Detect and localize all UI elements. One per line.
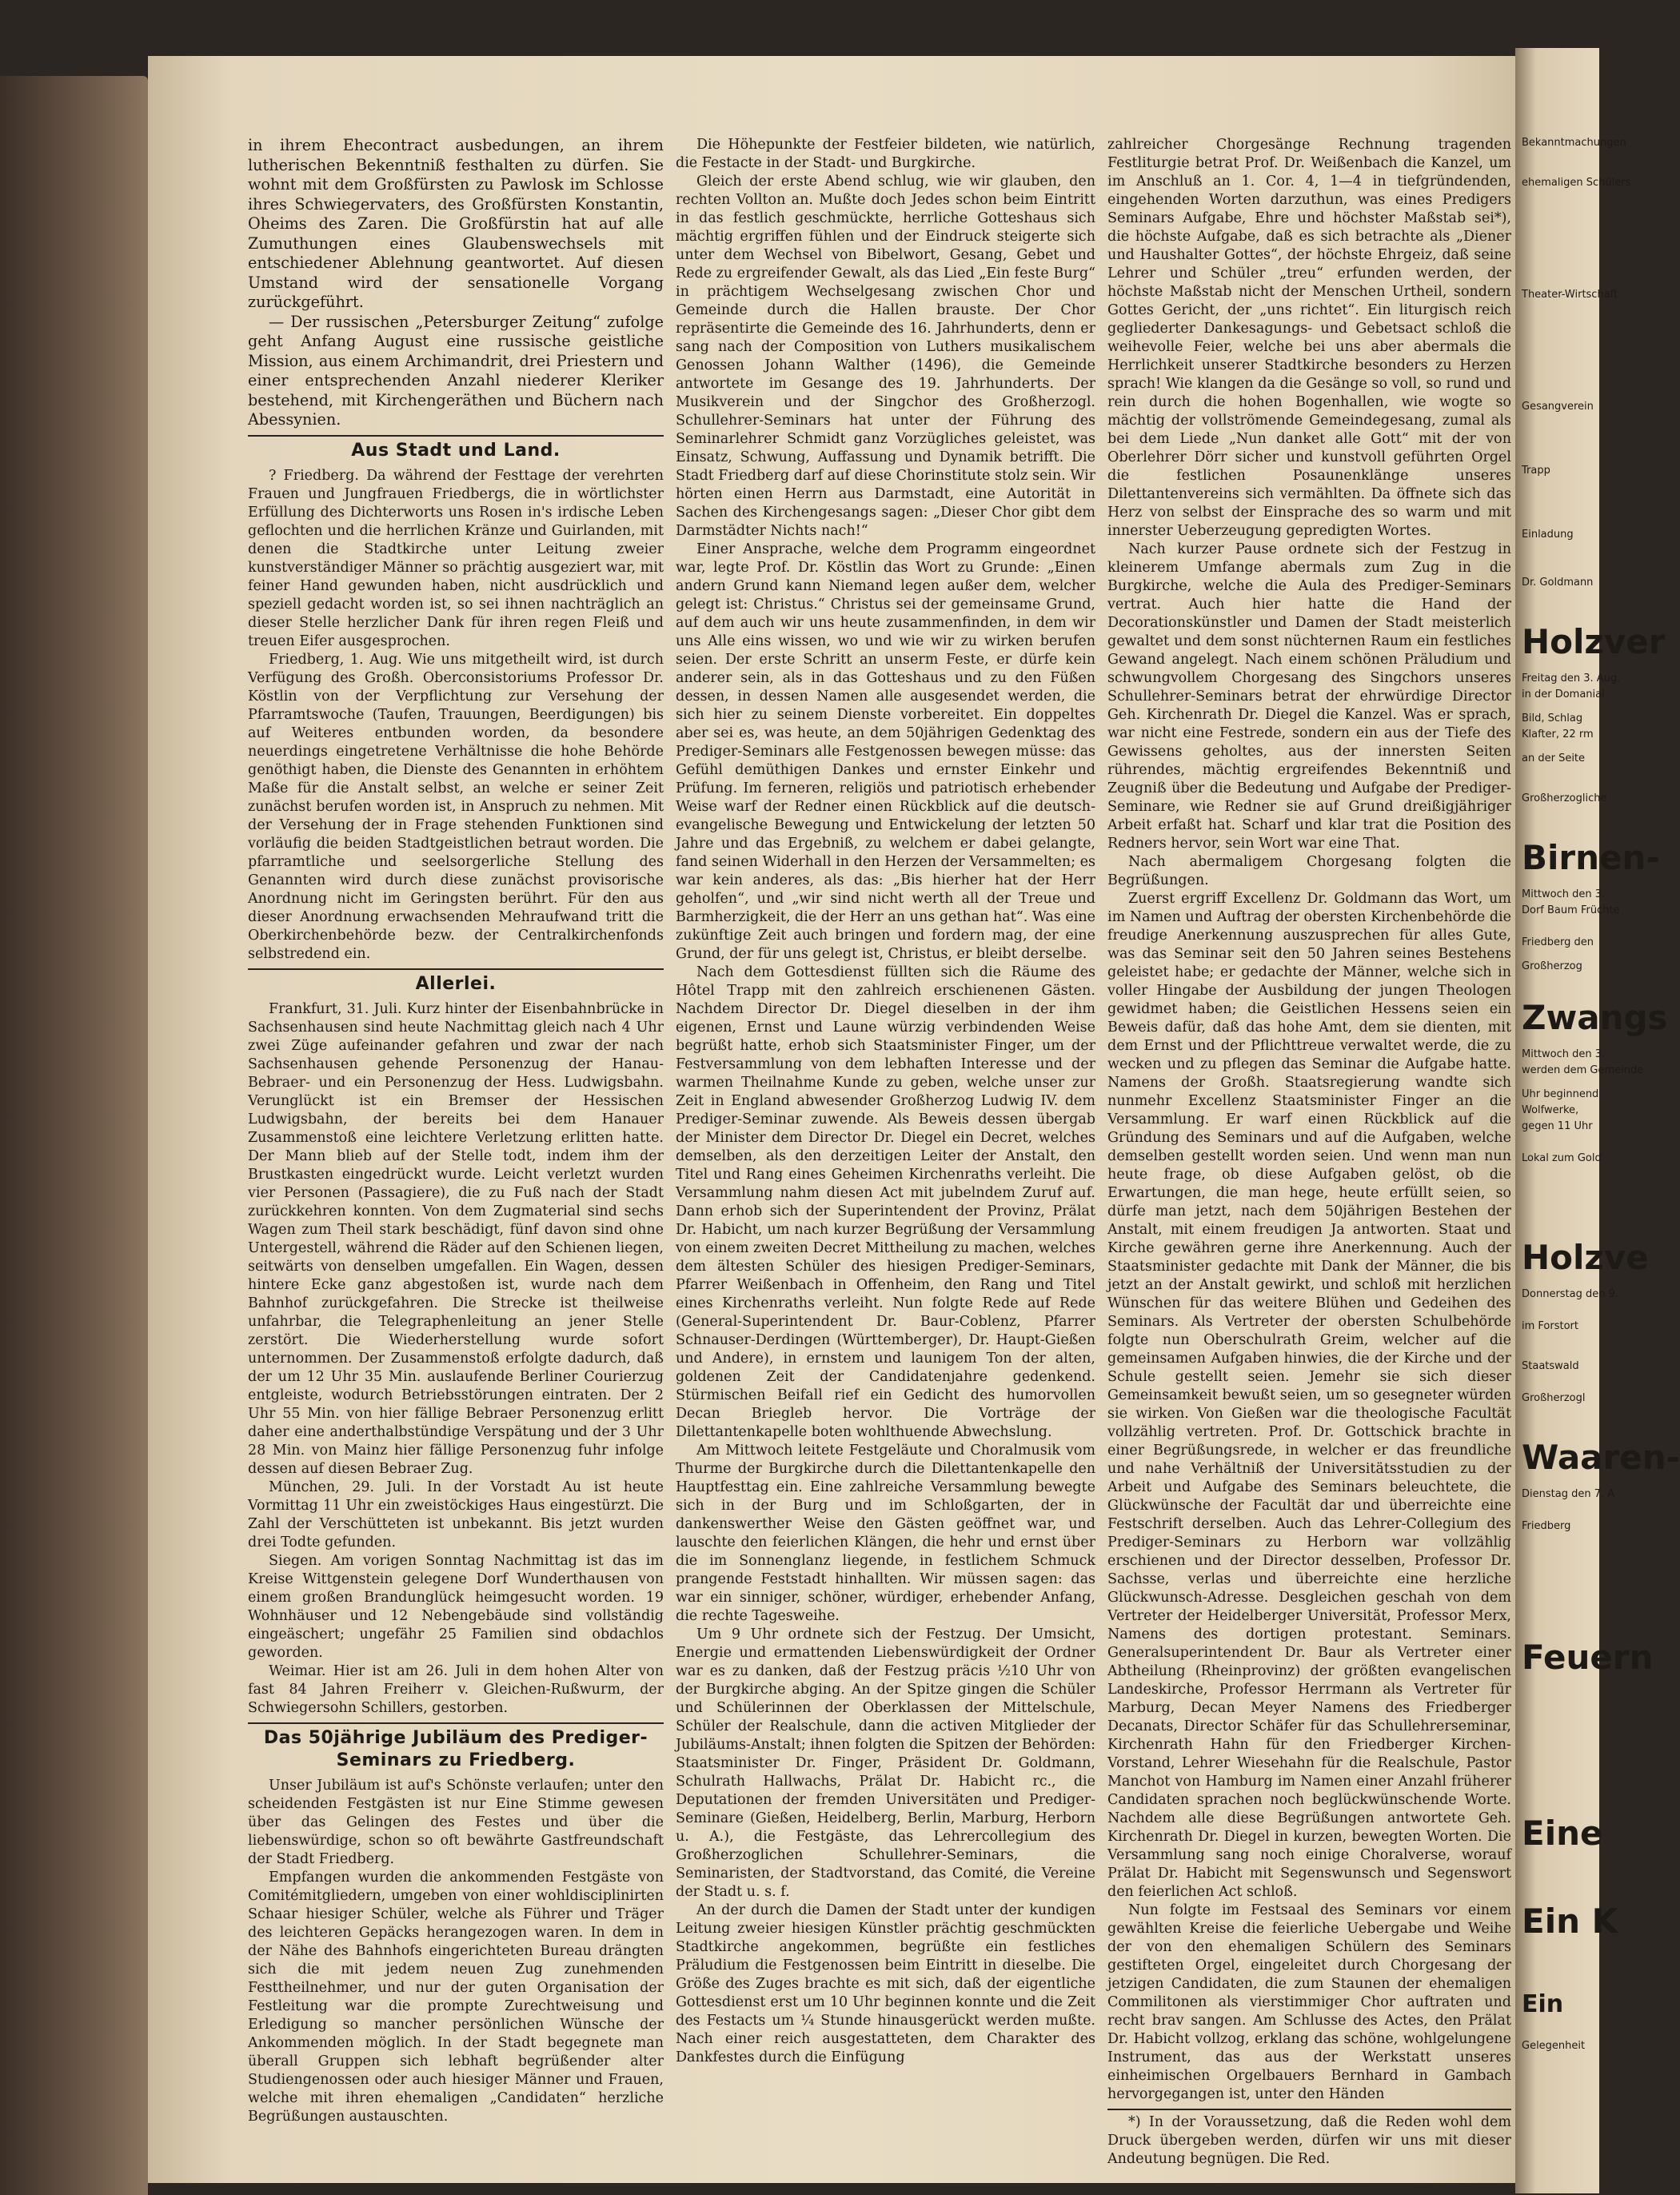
advert-text: Trapp xyxy=(1522,465,1550,477)
section-divider xyxy=(248,968,664,970)
advert-text: Staatswald xyxy=(1522,1360,1579,1372)
advert-text: Klafter, 22 rm xyxy=(1522,728,1594,740)
article-text: zahlreicher Chorgesänge Rechnung tragenden Festliturgie betrat Prof. Dr. Weißenbach die Kanzel, um im Anschluß an 1. Cor. 4, 1—4 in tiefgründenden, eingehenden Worten darzuthun, was eines Predigers Seminars Aufgabe, Ehre und höchster Maßstab sei*), die höchste Aufgabe, daß es sich betrachte als „Diener und Haushalter Gottes“, der höchste Ehrgeiz, daß seine Lehrer und Schüler „treu“ erfunden werden, der höchste Maßstab nicht der Menschen Urtheil, sondern Gottes Gericht, der „uns richtet“. Ein liturgisch reich gegliederter Dankesagungs- und Gebetsact schloß die weihevolle Feier, welche bei uns aber abermals die Herrlichkeit unserer Stadtkirche besonders zu Herzen sprach! Wie klangen da die Gesänge so voll, so rund und rein durch die hohen Bogenhallen, wie wogte so mächtig der vollströmende Gemeindegesang, zumal als bei dem Liede „Nun danket alle Gott“ mit der von Oberlehrer Dörr sicher und kunstvoll geführten Orgel die festlichen Posaunenklänge unseres Dilettantenvereins sich vermählten. Da öffnete sich das Herz von selbst der Einsprache des so warm und mit innerster Ueberzeugung gepredigten Wortes. xyxy=(1107,137,1511,539)
advert-heading: Birnen- xyxy=(1522,838,1660,877)
advert-heading: Zwangs xyxy=(1522,998,1668,1037)
advert-text: Dr. Goldmann xyxy=(1522,577,1594,589)
column-1 xyxy=(248,136,664,2126)
advert-text: im Forstort xyxy=(1522,1320,1578,1332)
advert-heading: Ein xyxy=(1522,1990,1564,2018)
advert-heading: Feuern xyxy=(1522,1638,1654,1677)
article-text: Empfangen wurden die ankommenden Festgäste von Comitémitgliedern, umgeben von einer wohldisciplinirten Schaar hiesiger Schüler, welche als Führer und Träger des leichteren Gepäcks herangezogen waren. In dem in der Nähe des Bahnhofs eingerichteten Bureau drängten sich die mit jedem neuen Zug zunehmenden Festtheilnehmer, und nur der guten Organisation der Festleitung war die prompte Zurechtweisung und Erledigung so mancher persönlichen Wünsche der Ankommenden möglich. In der Stadt begegnete man überall Gruppen sich lebhaft begrüßender alter Studiengenossen oder auch hiesiger Männer und Frauen, welche mit ihren ehemaligen „Candidaten“ herzliche Begrüßungen austauschten. xyxy=(248,1869,664,2125)
advert-text: Wolfwerke, xyxy=(1522,1104,1579,1116)
advert-text: werden dem Gemeinde xyxy=(1522,1064,1644,1076)
advert-heading: Eine xyxy=(1522,1814,1603,1853)
article-text: Um 9 Uhr ordnete sich der Festzug. Der Umsicht, Energie und ermattenden Liebenswürdigkeit der Ordner war es zu danken, daß der Festzug präcis ½10 Uhr von der Burgkirche abging. An der Spitze gingen die Schüler und Schülerinnen der Oberklassen der Mittelschule, Schüler der Realschule, dann die activen Mitglieder der Jubiläums-Anstalt; ihnen folgten die Spitzen der Behörden: Staatsminister Dr. Finger, Präsident Dr. Goldmann, Schulrath Hallwachs, Prälat Dr. Habicht rc., die Deputationen der fremden Universitäten und Prediger-Seminare (Gießen, Heidelberg, Berlin, Marburg, Herborn u. A.), die Festgäste, das Lehrercollegium des Großherzoglichen Schullehrer-Seminars, die Seminaristen, der Stadtvorstand, das Comité, die Vereine der Stadt u. s. f. xyxy=(676,1626,1095,1900)
news-item: München, 29. Juli. In der Vorstadt Au ist heute Vormittag 11 Uhr ein zweistöckiges Haus eingestürzt. Die Zahl der Verschütteten ist unbekannt. Bis jetzt wurden drei Todte gefunden. xyxy=(248,1479,664,1550)
advert-text: Donnerstag den 9. xyxy=(1522,1288,1619,1300)
facing-page-adverts xyxy=(1515,48,1680,2193)
advert-text: Großherzogl xyxy=(1522,1392,1586,1404)
section-heading-miscellaneous: Allerlei. xyxy=(415,973,497,994)
advert-text: Gelegenheit xyxy=(1522,2040,1586,2052)
footnote: *) In der Voraussetzung, daß die Reden wohl dem Druck übergeben werden, dürfen wir uns mit dieser Andeutung begnügen. Die Red. xyxy=(1107,2114,1511,2167)
section-divider xyxy=(248,435,664,437)
article-text: Unser Jubiläum ist auf's Schönste verlaufen; unter den scheidenden Festgästen ist nur Eine Stimme gewesen über das Gelingen des Festes und über die liebenswürdige, schon so oft bewährte Gastfreundschaft der Stadt Friedberg. xyxy=(248,1777,664,1867)
advert-text: Bekanntmachungen xyxy=(1522,137,1626,149)
article-text: Am Mittwoch leitete Festgeläute und Choralmusik vom Thurme der Burgkirche durch die Dilettantenkapelle den Hauptfesttag ein. Eine zahlreiche Versammlung bewegte sich in der Burg und im Schloßgarten, der in dankenswerther Weise den Gästen geöffnet war, und lauschte den feierlichen Klängen, die hehr und ernst über die im Sonnenglanz liegende, in festlichem Schmuck prangende Feststadt hinhallten. Wir müssen sagen: das war ein sinniger, schöner, würdiger, erhebender Anfang, die rechte Tagesweihe. xyxy=(676,1443,1095,1624)
article-text: An der durch die Damen der Stadt unter der kundigen Leitung zweier hiesigen Künstler prächtig geschmückten Stadtkirche angekommen, begrüßte ein festliches Präludium die Festgenossen beim Eintritt in dieselbe. Die Größe des Zuges brachte es mit sich, daß der eigentliche Gottesdienst erst um 10 Uhr beginnen konnte und die Zeit des Festacts um ¼ Stunde hinausgerückt werden mußte. Nach einer reich ausgestatteten, dem Charakter des Dankfestes durch die Einfügung xyxy=(676,1902,1095,2065)
advert-text: Lokal zum Gold xyxy=(1522,1152,1602,1164)
advert-text: Großherzog xyxy=(1522,960,1582,972)
article-text: Gleich der erste Abend schlug, wie wir glauben, den rechten Vollton an. Mußte doch Jedes schon beim Eintritt in das festlich geschmückte, herrliche Gotteshaus sich mächtig ergriffen fühlen und der Eindruck steigerte sich unter dem Wechsel von Bibelwort, Gesang, Gebet und Rede zu ergreifender Gewalt, als das Lied „Ein feste Burg“ in prächtigem Wechselgesang zwischen Chor und Gemeinde durch die Hallen brauste. Der Chor repräsentirte die Gemeinde des 16. Jahrhunderts, denn er sang nach der Composition von Luthers musikalischem Genossen Johann Walther (1496), die Gemeinde antwortete im Gesange des 19. Jahrhunderts. Der Musikverein und der Singchor des Großherzogl. Schullehrer-Seminars hat unter der Führung des Seminarlehrer Schmidt ganz Vorzügliches geleistet, was Einsatz, Schwung, Auffassung und Dynamik betrifft. Die Stadt Friedberg darf auf diese Chorinstitute stolz sein. Wir hörten einen Herrn aus Darmstadt, eine Autorität in Sachen des Kirchengesangs sagen: „Dieser Chor gibt dem Darmstädter Nichts nach!“ xyxy=(676,174,1095,539)
section-heading-local-news: Aus Stadt und Land. xyxy=(351,440,561,461)
article-text: Nach abermaligem Chorgesang folgten die Begrüßungen. xyxy=(1107,854,1511,888)
advert-text: an der Seite xyxy=(1522,752,1586,764)
advert-text: Bild, Schlag xyxy=(1522,712,1583,724)
advert-text: ehemaligen Schülers xyxy=(1522,177,1631,189)
article-text: Nun folgte im Festsaal des Seminars vor einem gewählten Kreise die feierliche Uebergabe und Weihe der von den ehemaligen Schülern des Seminars gestifteten Orgel, eingeleitet durch Chorgesang der jetzigen Candidaten, die zum Staunen der ehemaligen Commilitonen als vierstimmiger Chor auftraten und recht brav sangen. Am Schlusse des Actes, den Prälat Dr. Habicht vollzog, erklang das schöne, wohlgelungene Instrument, das aus der Werkstatt unseres einheimischen Orgelbauers Bernhard in Gambach hervorgegangen ist, unter den Händen xyxy=(1107,1902,1511,2102)
advert-text: Mittwoch den 3. xyxy=(1522,888,1606,900)
advert-text: Theater-Wirtschaft xyxy=(1522,289,1618,301)
news-item: ? Friedberg. Da während der Festtage der verehrten Frauen und Jungfrauen Friedbergs, die in wörtlichster Erfüllung des Dichterworts uns Rosen in's irdische Leben geflochten und die herrlichen Kränze und Guirlanden, mit denen die Stadtkirche unter Leitung zweier kunstverständiger Männer so prächtig ausgeziert war, mit feiner Hand gewunden haben, nicht ausdrücklich und speziell gedacht worden ist, so sei ihnen nachträglich an dieser Stelle herzlicher Dank für ihren regen Fleiß und treuen Eifer ausgesprochen. xyxy=(248,467,664,649)
book-binding-edge xyxy=(0,76,148,2195)
advert-text: Friedberg den xyxy=(1522,936,1594,948)
section-divider xyxy=(248,1722,664,1724)
advert-text: gegen 11 Uhr xyxy=(1522,1120,1593,1132)
news-item: Frankfurt, 31. Juli. Kurz hinter der Eisenbahnbrücke in Sachsenhausen sind heute Nachmittag gleich nach 4 Uhr zwei Züge aufeinander gefahren und zwar der nach Sachsenhausen gehende Personenzug der Hanau-Bebraer- und ein Personenzug der Hess. Ludwigsbahn. Verunglückt ist ein Bremser der Hessischen Ludwigsbahn, der bereits bei dem Hanauer Zusammenstoß eine leichtere Verletzung erlitten hatte. Der Mann blieb auf der Stelle todt, indem ihm der Brustkasten eingedrückt wurde. Leicht verletzt wurden vier Personen (Passagiere), die zu Fuß nach der Stadt zurückkehren konnten. Von dem Zugmaterial sind sechs Wagen zum Theil stark beschädigt, fünf davon sind ohne Untergestell, während die Räder auf den Schienen liegen, seitwärts von denselben umgefallen. Ein Wagen, dessen hintere Ecke ganz abgestoßen ist, wurde nach dem Bahnhof zurückgefahren. Die Strecke ist theilweise unfahrbar, die Telegraphenleitung an jener Stelle zerstört. Die Wiederherstellung wurde sofort unternommen. Der Zusammenstoß erfolgte dadurch, daß der um 12 Uhr 35 Min. auslaufende Berliner Courierzug entgleiste, wodurch Betriebsstörungen eintraten. Der 2 Uhr 55 Min. von hier fällige Bebraer Personenzug erlitt daher eine anderthalbstündige Verspätung und der 3 Uhr 28 Min. von Mainz hier fällige Personenzug fuhr infolge dessen auf diesen Bebraer Zug. xyxy=(248,1000,664,1477)
footnote-divider xyxy=(1107,2109,1511,2110)
advert-text: Mittwoch den 3. xyxy=(1522,1048,1606,1060)
article-text: Zuerst ergriff Excellenz Dr. Goldmann das Wort, um im Namen und Auftrag der obersten Kirchenbehörde die freudige Anerkennung auszusprechen für alles Gute, was das Seminar seit den 50 Jahren seines Bestehens geleistet habe; er gedachte der Männer, welche sich in voller Hingabe der Ausbildung der jungen Theologen gewidmet haben; die Geistlichen Hessens seien ein Beweis dafür, daß das hohe Amt, dem sie dienten, mit dem Ernst und der Pflichttreue verwaltet werde, die zu wecken und zu pflegen das Seminar die Aufgabe hatte. Namens der Großh. Staatsregierung wandte sich nunmehr Excellenz Staatsminister Finger an die Versammlung. Er warf einen Rückblick auf die Gründung des Seminars und auf die Aufgaben, welche demselben gestellt worden seien. Und wenn man nun heute frage, ob diese Aufgaben gelöst, ob die Erwartungen, die man hege, heute erfüllt seien, so dürfe man jetzt, nach dem 50jährigen Bestehen der Anstalt, mit einem freudigen Ja antworten. Staat und Kirche gewähren gerne ihre Anerkennung. Auch der Staatsminister gedachte mit Dank der Männer, die bis jetzt an der Anstalt gewirkt, und schloß mit herzlichen Wünschen für das weitere Blühen und Gedeihen des Seminars. Als Vertreter der obersten Schulbehörde folgte nun Oberschulrath Greim, welcher auf die gemeinsamen Aufgaben hinwies, die der Kirche und der Schule gestellt seien. Jemehr sie sich dieser Gemeinsamkeit bewußt seien, um so gesegneter würden sie wirken. Von Gießen war die theologische Facultät vollzählig vertreten. Prof. Dr. Gottschick brachte in einer Begrüßungsrede, in welcher er das freundliche und nahe Verhältniß der Universitätsstudien zu der Arbeit und Aufgabe des Seminars beleuchtete, die Glückwünsche der Facultät dar und überreichte eine Festschrift derselben. Auch das Lehrer-Collegium des Prediger-Seminars zu Herborn war vollzählig erschienen und der Director desselben, Professor Dr. Sachsse, verlas und überreichte eine herzliche Glückwunsch-Adresse. Desgleichen geschah von dem Vertreter der Heidelberger Universität, Professor Merx, Namens des dortigen protestant. Seminars. Generalsuperintendent Dr. Baur als Vertreter einer Abtheilung (Rheinprovinz) der größten evangelischen Landeskirche, Professor Herrmann als Vertreter für Marburg, Decan Meyer Namens des Friedberger Decanats, Director Schäfer für das Schullehrerseminar, Kirchenrath Hahn für den Friedberger Kirchen-Vorstand, Lehrer Wiesehahn für die Realschule, Pastor Manchot von Hamburg im Namen einer Anzahl früherer Candidaten sprachen noch beglückwünschende Worte. Nachdem alle diese Begrüßungen antwortete Geh. Kirchenrath Dr. Diegel in kurzen, bewegten Worten. Die Versammlung sang noch einige Choralverse, worauf Prälat Dr. Habicht mit Segenswunsch und Segenswort den feierlichen Act schloß. xyxy=(1107,891,1511,1900)
column-3 xyxy=(1107,136,1511,2169)
article-text: Nach kurzer Pause ordnete sich der Festzug in kleinerem Umfange abermals zum Zug in die Burgkirche, welche die Aula des Prediger-Seminars vertrat. Auch hier hatte die Hand der Decorationskünstler und Damen der Stadt meisterlich gewaltet und dem sonst nüchternen Raum ein festliches Gewand angelegt. Nach einem schönen Präludium und schwungvollem Chorgesang des Singchors unseres Schullehrer-Seminars betrat der ehrwürdige Director Geh. Kirchenrath Dr. Diegel die Kanzel. Was er sprach, war nicht eine Festrede, sondern ein aus der Tiefe des Gewissens geholtes, aus der innersten Seiten rührendes, mächtig ergreifendes Bekenntniß und Zeugniß über die Bedeutung und Aufgabe der Prediger-Seminare, wie Redner sie auf Grund dreißigjähriger Arbeit erfaßt hat. Scharf und klar trat die Position des Redners hervor, sein Wort war eine That. xyxy=(1107,541,1511,852)
article-text: Einer Ansprache, welche dem Programm eingeordnet war, legte Prof. Dr. Köstlin das Wort zu Grunde: „Einen andern Grund kann Niemand legen außer dem, welcher gelegt ist: Christus.“ Christus sei der gemeinsame Grund, auf dem auch wir uns heute zusammenfinden, in dem wir uns Alle eins wissen, wo und wie wir zu wirken berufen seien. Der erste Schritt an unserm Feste, er dürfe kein anderer sein, als in das Gotteshaus und zu den Füßen dessen, in dessen Namen alle ausgesendet werden, die sich hier zu seinem Dienste vorbereitet. Ein doppeltes aber sei es, was heute, an dem 50jährigen Gedenktag des Prediger-Seminars alle Festgenossen bewegen müsse: das Gefühl demüthigen Dankes und ernster Einkehr und Prüfung. Im ferneren, religiös und patriotisch erhebender Weise warf der Redner einen Rückblick auf die deutsch-evangelische Bewegung und Entwickelung der letzten 50 Jahre und das Ergebniß, zu welchem er dabei gelangte, fand seinen Widerhall in den Herzen der Versammelten; es war kein anderes, als das: „Bis hierher hat der Herr geholfen“, und „wir sind nicht werth all der Treue und Barmherzigkeit, die der Herr an uns gethan hat“. Was eine zukünftige Zeit auch bringen und fordern mag, der eine Grund, der für uns gelegt ist, Christus, er bleibt derselbe. xyxy=(676,541,1095,962)
news-item: Weimar. Hier ist am 26. Juli in dem hohen Alter von fast 84 Jahren Freiherr v. Gleichen-Rußwurm, der Schwiegersohn Schillers, gestorben. xyxy=(248,1662,664,1716)
article-text: in ihrem Ehecontract ausbedungen, an ihrem lutherischen Bekenntniß festhalten zu dürfen. Sie wohnt mit dem Großfürsten zu Pawlosk im Schlosse ihres Schwiegervaters, des Großfürsten Konstantin, Oheims des Zaren. Die Großfürstin hat auf alle Zumuthungen eines Glaubenswechsels mit entschiedener Ablehnung geantwortet. Auf diesen Umstand wird der sensationelle Vorgang zurückgeführt. xyxy=(248,136,664,311)
advert-heading: Waaren- xyxy=(1522,1438,1680,1477)
advert-heading: Ein K xyxy=(1522,1902,1618,1941)
article-heading-jubilee: Das 50jährige Jubiläum des Prediger-Seminars zu Friedberg. xyxy=(263,1727,648,1770)
advert-text: Dorf Baum Früchte xyxy=(1522,904,1620,916)
advert-text: Einladung xyxy=(1522,529,1574,541)
advert-text: Dienstag den 7. A xyxy=(1522,1488,1615,1500)
news-item: Siegen. Am vorigen Sonntag Nachmittag ist das im Kreise Wittgenstein gelegene Dorf Wunderthausen von einem großen Brandunglück heimgesucht worden. 19 Wohnhäuser und 12 Nebengebäude sind vollständig eingeäschert; ungefähr 25 Familien sind obdachlos geworden. xyxy=(248,1552,664,1661)
article-text: — Der russischen „Petersburger Zeitung“ zufolge geht Anfang August eine russische geistliche Mission, aus einem Archimandrit, drei Priestern und einer entsprechenden Anzahl niederer Kleriker bestehend, mit Kirchengeräthen und Büchern nach Abessynien. xyxy=(248,312,664,429)
news-item: Friedberg, 1. Aug. Wie uns mitgetheilt wird, ist durch Verfügung des Großh. Oberconsistoriums Professor Dr. Köstlin von der Verpflichtung zur Versehung der Pfarramtswoche (Taufen, Trauungen, Beerdigungen) bis auf Weiteres entbunden worden, da besondere neuerdings eingetretene Verhältnisse die hohe Behörde genöthigt haben, die Dienste des Genannten in erhöhtem Maße für die Anstalt selbst, an welche er seiner Zeit zunächst berufen worden ist, in Anspruch zu nehmen. Mit der Versehung der in Frage stehenden Funktionen sind vorläufig die beiden Stadtgeistlichen betraut worden. Die pfarramtliche und seelsorgerliche Stellung des Genannten wird durch diese zunächst provisorische Anordnung nicht im Geringsten berührt. Für den aus dieser Anordnung erwachsenden Mehraufwand tritt die Oberkirchenbehörde bezw. der Centralkirchenfonds selbstredend ein. xyxy=(248,651,664,962)
advert-heading: Holzve xyxy=(1522,1238,1649,1277)
advert-heading: Holzver xyxy=(1522,622,1666,661)
article-text: Die Höhepunkte der Festfeier bildeten, wie natürlich, die Festacte in der Stadt- und Burgkirche. xyxy=(676,137,1095,171)
advert-text: Gesangverein xyxy=(1522,401,1594,413)
advert-text: Großherzogliche xyxy=(1522,792,1607,804)
advert-text: Friedberg xyxy=(1522,1520,1571,1532)
advert-text: Uhr beginnend xyxy=(1522,1088,1599,1100)
advert-text: Freitag den 3. Aug. xyxy=(1522,672,1621,684)
article-text: Nach dem Gottesdienst füllten sich die Räume des Hôtel Trapp mit den zahlreich erschienenen Gästen. Nachdem Director Dr. Diegel dieselben in der ihm eigenen, Ernst und Laune würzig verbindenden Weise begrüßt hatte, erhob sich Staatsminister Finger, um der Festversammlung von dem lebhaften Interesse und der warmen Theilnahme Kunde zu geben, welche unser zur Zeit in England abwesender Großherzog Ludwig IV. dem Prediger-Seminar zuwende. Als Beweis dessen übergab der Minister dem Director Dr. Diegel ein Decret, welches demselben, als den derzeitigen Leiter der Anstalt, den Titel und Rang eines Geheimen Kirchenraths verleiht. Die Versammlung nahm diesen Act mit jubelndem Zuruf auf. Dann erhob sich der Superintendent der Provinz, Prälat Dr. Habicht, um nach kurzer Begrüßung der Versammlung von einem zweiten Decret Mittheilung zu machen, welches dem ältesten Schüler des hiesigen Prediger-Seminars, Pfarrer Weißenbach in Offenheim, den Rang und Titel eines Kirchenraths verleiht. Nun folgte Rede auf Rede (General-Superintendent Dr. Baur-Coblenz, Pfarrer Schnauser-Derdingen (Württemberger), Dr. Haupt-Gießen und Andere), in ernstem und launigem Ton der alten, goldenen Zeit der Candidatenjahre gedenkend. Stürmischen Beifall rief ein Gedicht des humorvollen Decan Briegleb hervor. Die Vorträge der Dilettantenkapelle boten wohlthuende Abwechslung. xyxy=(676,964,1095,1440)
advert-text: in der Domanial xyxy=(1522,688,1605,700)
column-2 xyxy=(676,136,1095,2067)
